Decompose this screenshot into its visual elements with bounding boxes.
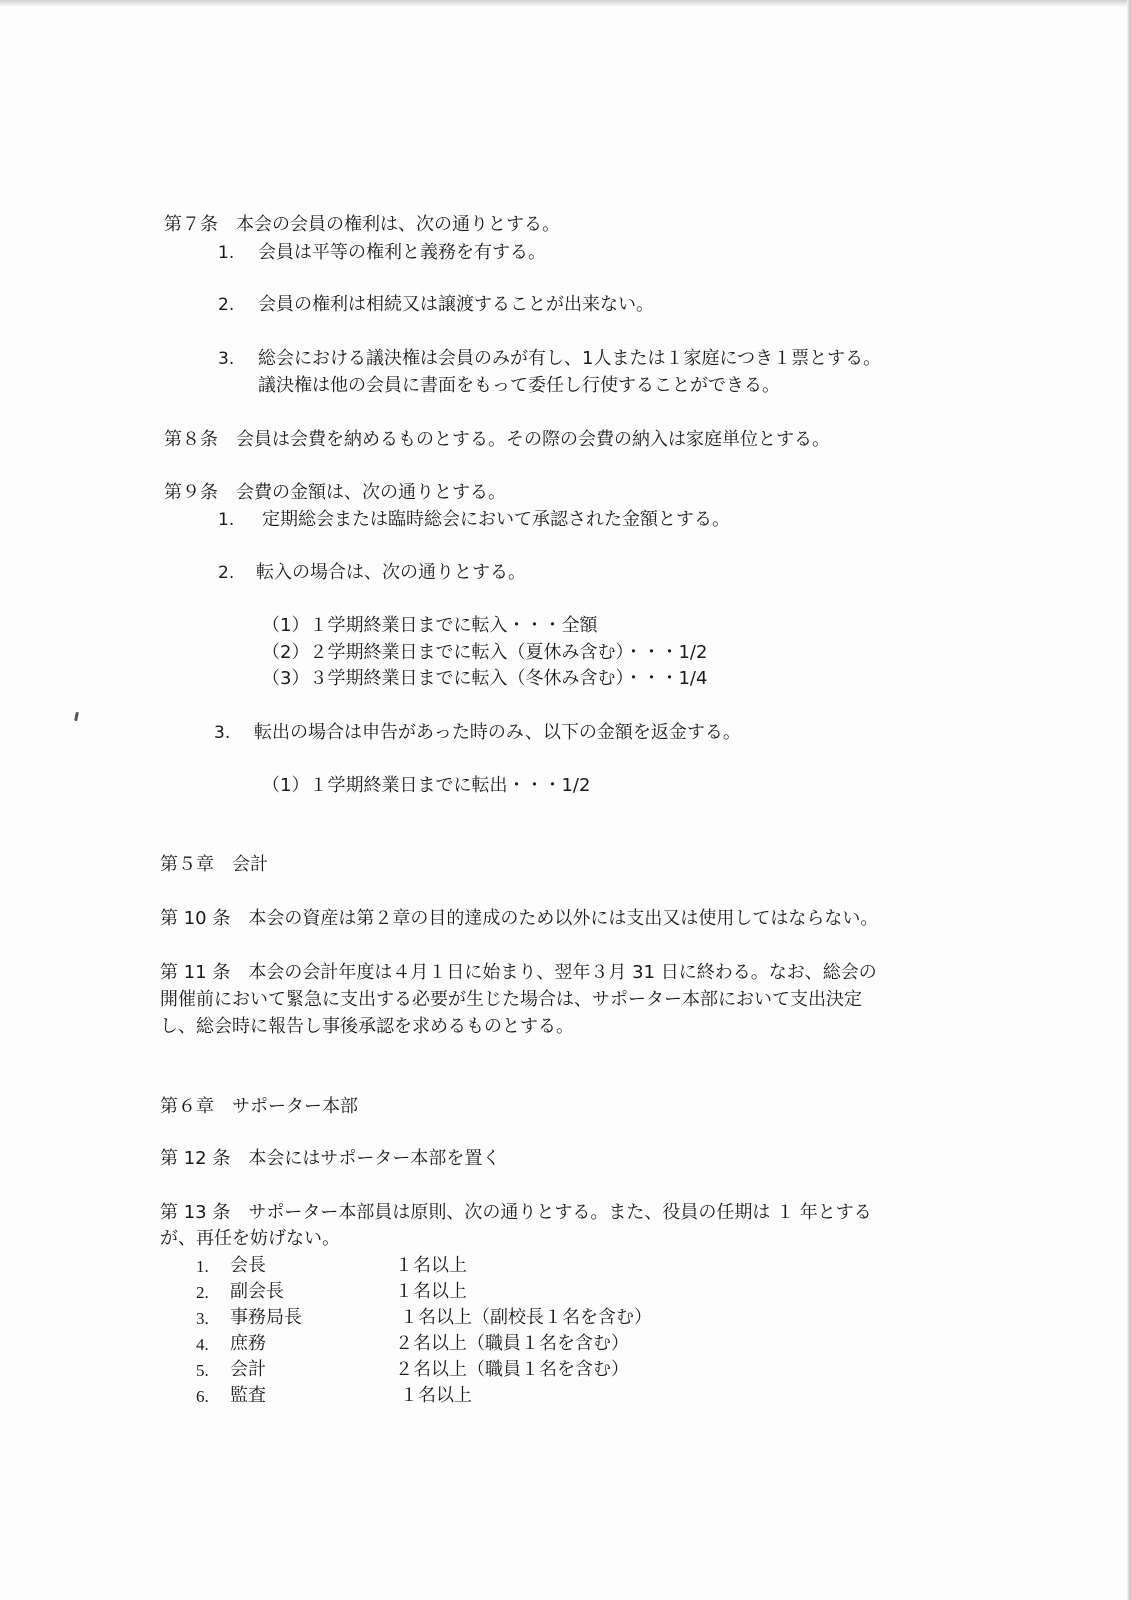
article-8: 第８条 会員は会費を納めるものとする。その際の会費の納入は家庭単位とする。	[164, 429, 830, 450]
officer-count: １名以上	[400, 1385, 472, 1406]
officer-role: 副会長	[230, 1281, 284, 1302]
officer-role: 会長	[230, 1255, 266, 1276]
article-13-line: が、再任を妨げない。	[160, 1228, 340, 1249]
list-item: 転出の場合は申告があった時のみ、以下の金額を返金する。	[254, 722, 741, 743]
scan-edge	[0, 0, 1131, 6]
list-number: 1.	[218, 510, 235, 530]
article-11-line: 開催前において緊急に支出する必要が生じた場合は、サポーター本部において支出決定	[160, 989, 862, 1010]
list-number: 3.	[218, 349, 235, 369]
list-item: 会員の権利は相続又は譲渡することが出来ない。	[258, 294, 654, 315]
officer-count: １名以上	[395, 1255, 467, 1276]
officer-number: 4.	[196, 1335, 209, 1354]
scan-edge	[1127, 0, 1131, 1600]
article-12: 第 12 条 本会にはサポーター本部を置く	[160, 1148, 501, 1169]
officer-number: 5.	[196, 1361, 209, 1380]
chapter-5-heading: 第５章 会計	[160, 854, 268, 875]
officer-count: ２名以上（職員１名を含む）	[395, 1333, 629, 1354]
list-item: 総会における議決権は会員のみが有し、1人または１家庭につき１票とする。	[258, 348, 882, 369]
list-number: 3.	[214, 723, 231, 743]
list-item: 転入の場合は、次の通りとする。	[256, 562, 526, 583]
article-10: 第 10 条 本会の資産は第２章の目的達成のため以外には支出又は使用してはならない。	[160, 908, 879, 929]
sub-item: （3）３学期終業日までに転入（冬休み含む）・・・1/4	[262, 668, 708, 689]
list-number: 1.	[218, 243, 235, 263]
officer-role: 事務局長	[230, 1307, 302, 1328]
officer-number: 6.	[196, 1387, 209, 1406]
list-item: 定期総会または臨時総会において承認された金額とする。	[262, 509, 730, 530]
article-7-heading: 第７条 本会の会員の権利は、次の通りとする。	[164, 214, 560, 235]
officer-role: 監査	[230, 1385, 266, 1406]
sub-item: （1）１学期終業日までに転入・・・全額	[262, 615, 598, 636]
list-item: 会員は平等の権利と義務を有する。	[258, 242, 546, 263]
scan-speck	[74, 712, 79, 721]
article-13-line: 第 13 条 サポーター本部員は原則、次の通りとする。また、役員の任期は １ 年とする	[160, 1202, 872, 1223]
list-number: 2.	[218, 563, 235, 583]
article-11-line: 第 11 条 本会の会計年度は４月１日に始まり、翌年３月 31 日に終わる。なお、総会の	[160, 962, 877, 983]
officer-count: １名以上	[395, 1281, 467, 1302]
sub-item: （1）１学期終業日までに転出・・・1/2	[262, 775, 591, 796]
officer-number: 2.	[196, 1283, 209, 1302]
article-11-line: し、総会時に報告し事後承認を求めるものとする。	[160, 1016, 574, 1037]
officer-role: 会計	[230, 1359, 266, 1380]
officer-count: １名以上（副校長１名を含む）	[400, 1307, 652, 1328]
officer-count: ２名以上（職員１名を含む）	[395, 1359, 629, 1380]
officer-number: 3.	[196, 1309, 209, 1328]
list-item-continued: 議決権は他の会員に書面をもって委任し行使することができる。	[258, 375, 780, 396]
article-9-heading: 第９条 会費の金額は、次の通りとする。	[164, 482, 506, 503]
list-number: 2.	[218, 295, 235, 315]
officer-number: 1.	[196, 1257, 209, 1276]
sub-item: （2）２学期終業日までに転入（夏休み含む）・・・1/2	[262, 642, 708, 663]
officer-role: 庶務	[230, 1333, 266, 1354]
chapter-6-heading: 第６章 サポーター本部	[160, 1096, 358, 1117]
